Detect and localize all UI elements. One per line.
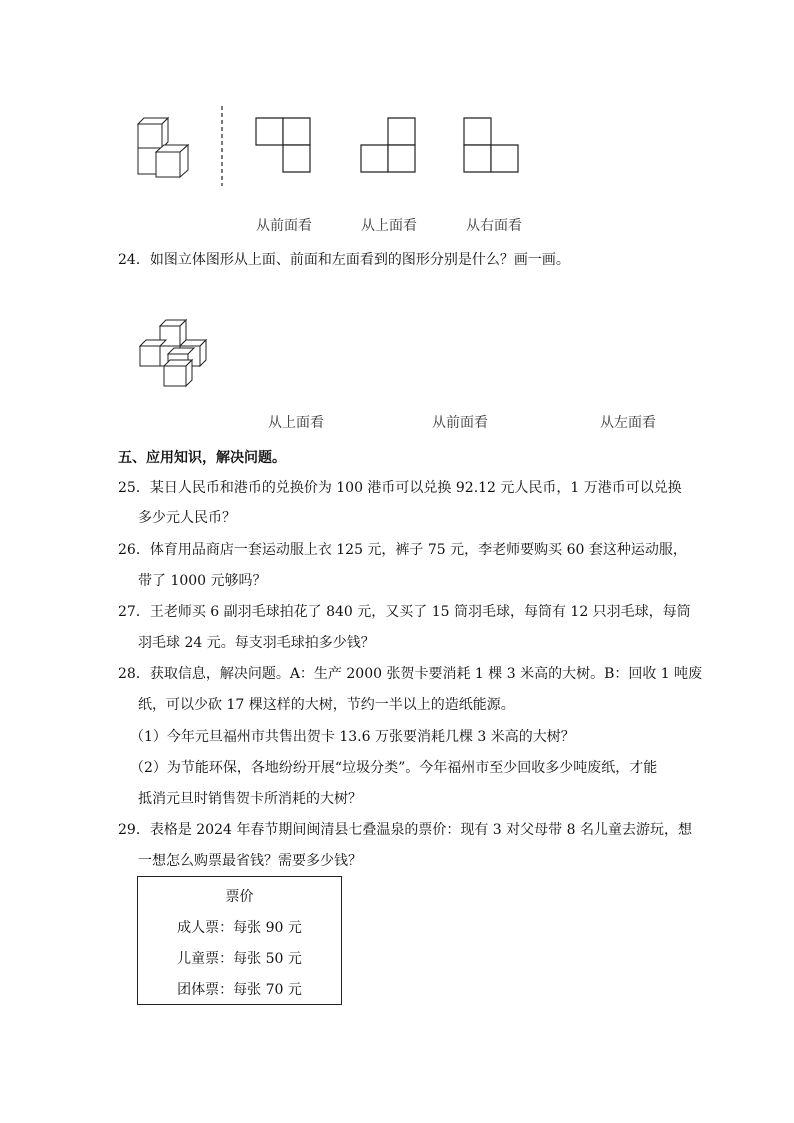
price-row-child: 儿童票：每张 50 元 bbox=[177, 951, 302, 967]
question-27-line1: 27．王老师买 6 副羽毛球拍花了 840 元，又买了 15 筒羽毛球，每筒有 12 只羽毛球，每筒 bbox=[118, 604, 691, 620]
question-28-sub2: （2）为节能环保，各地纷纷开展“垃圾分类”。今年福州市至少回收多少吨废纸，才能 bbox=[130, 760, 658, 776]
question-24: 24．如图立体图形从上面、前面和左面看到的图形分别是什么？画一画。 bbox=[118, 252, 570, 268]
price-row-group: 团体票：每张 70 元 bbox=[177, 982, 302, 998]
question-27-line2: 羽毛球 24 元。每支羽毛球拍多少钱？ bbox=[138, 635, 375, 651]
question-28-sub1: （1）今年元旦福州市共售出贺卡 13.6 万张要消耗几棵 3 米高的大树？ bbox=[130, 729, 575, 745]
question-29-line2: 一想怎么购票最省钱？需要多少钱？ bbox=[138, 853, 362, 869]
question-28-sub3: 抵消元旦时销售贺卡所消耗的大树？ bbox=[138, 791, 362, 807]
dashed-divider bbox=[220, 106, 224, 186]
q23-front-view bbox=[255, 117, 313, 175]
section-5-heading: 五、应用知识，解决问题。 bbox=[118, 450, 286, 466]
q23-right-view bbox=[463, 117, 521, 175]
q23-cube-figure bbox=[136, 112, 200, 182]
price-row-adult: 成人票：每张 90 元 bbox=[177, 920, 302, 936]
q24-label-top: 从上面看 bbox=[268, 415, 324, 431]
question-28-line1: 28．获取信息，解决问题。A：生产 2000 张贺卡要消耗 1 棵 3 米高的大树。B：回收 1 吨废 bbox=[118, 666, 703, 682]
q24-label-front: 从前面看 bbox=[432, 415, 488, 431]
q23-top-view bbox=[360, 117, 418, 175]
price-table bbox=[137, 876, 342, 1005]
question-26-line1: 26．体育用品商店一套运动服上衣 125 元，裤子 75 元，李老师要购买 60 套这种运动服， bbox=[118, 542, 687, 558]
q23-label-top: 从上面看 bbox=[361, 218, 417, 234]
q24-cube-figure bbox=[136, 316, 212, 390]
q24-label-left: 从左面看 bbox=[600, 415, 656, 431]
question-25-line2: 多少元人民币？ bbox=[138, 510, 236, 526]
q23-label-right: 从右面看 bbox=[466, 218, 522, 234]
q23-label-front: 从前面看 bbox=[256, 218, 312, 234]
question-25-line1: 25．某日人民币和港币的兑换价为 100 港币可以兑换 92.12 元人民币，1 万港币可以兑换 bbox=[118, 480, 682, 496]
question-26-line2: 带了 1000 元够吗？ bbox=[138, 573, 267, 589]
question-29-line1: 29．表格是 2024 年春节期间闽清县七叠温泉的票价：现有 3 对父母带 8 名儿童去游玩，想 bbox=[118, 822, 692, 838]
question-28-line2: 纸，可以少砍 17 棵这样的大树，节约一半以上的造纸能源。 bbox=[138, 697, 515, 713]
price-table-title: 票价 bbox=[225, 889, 254, 905]
